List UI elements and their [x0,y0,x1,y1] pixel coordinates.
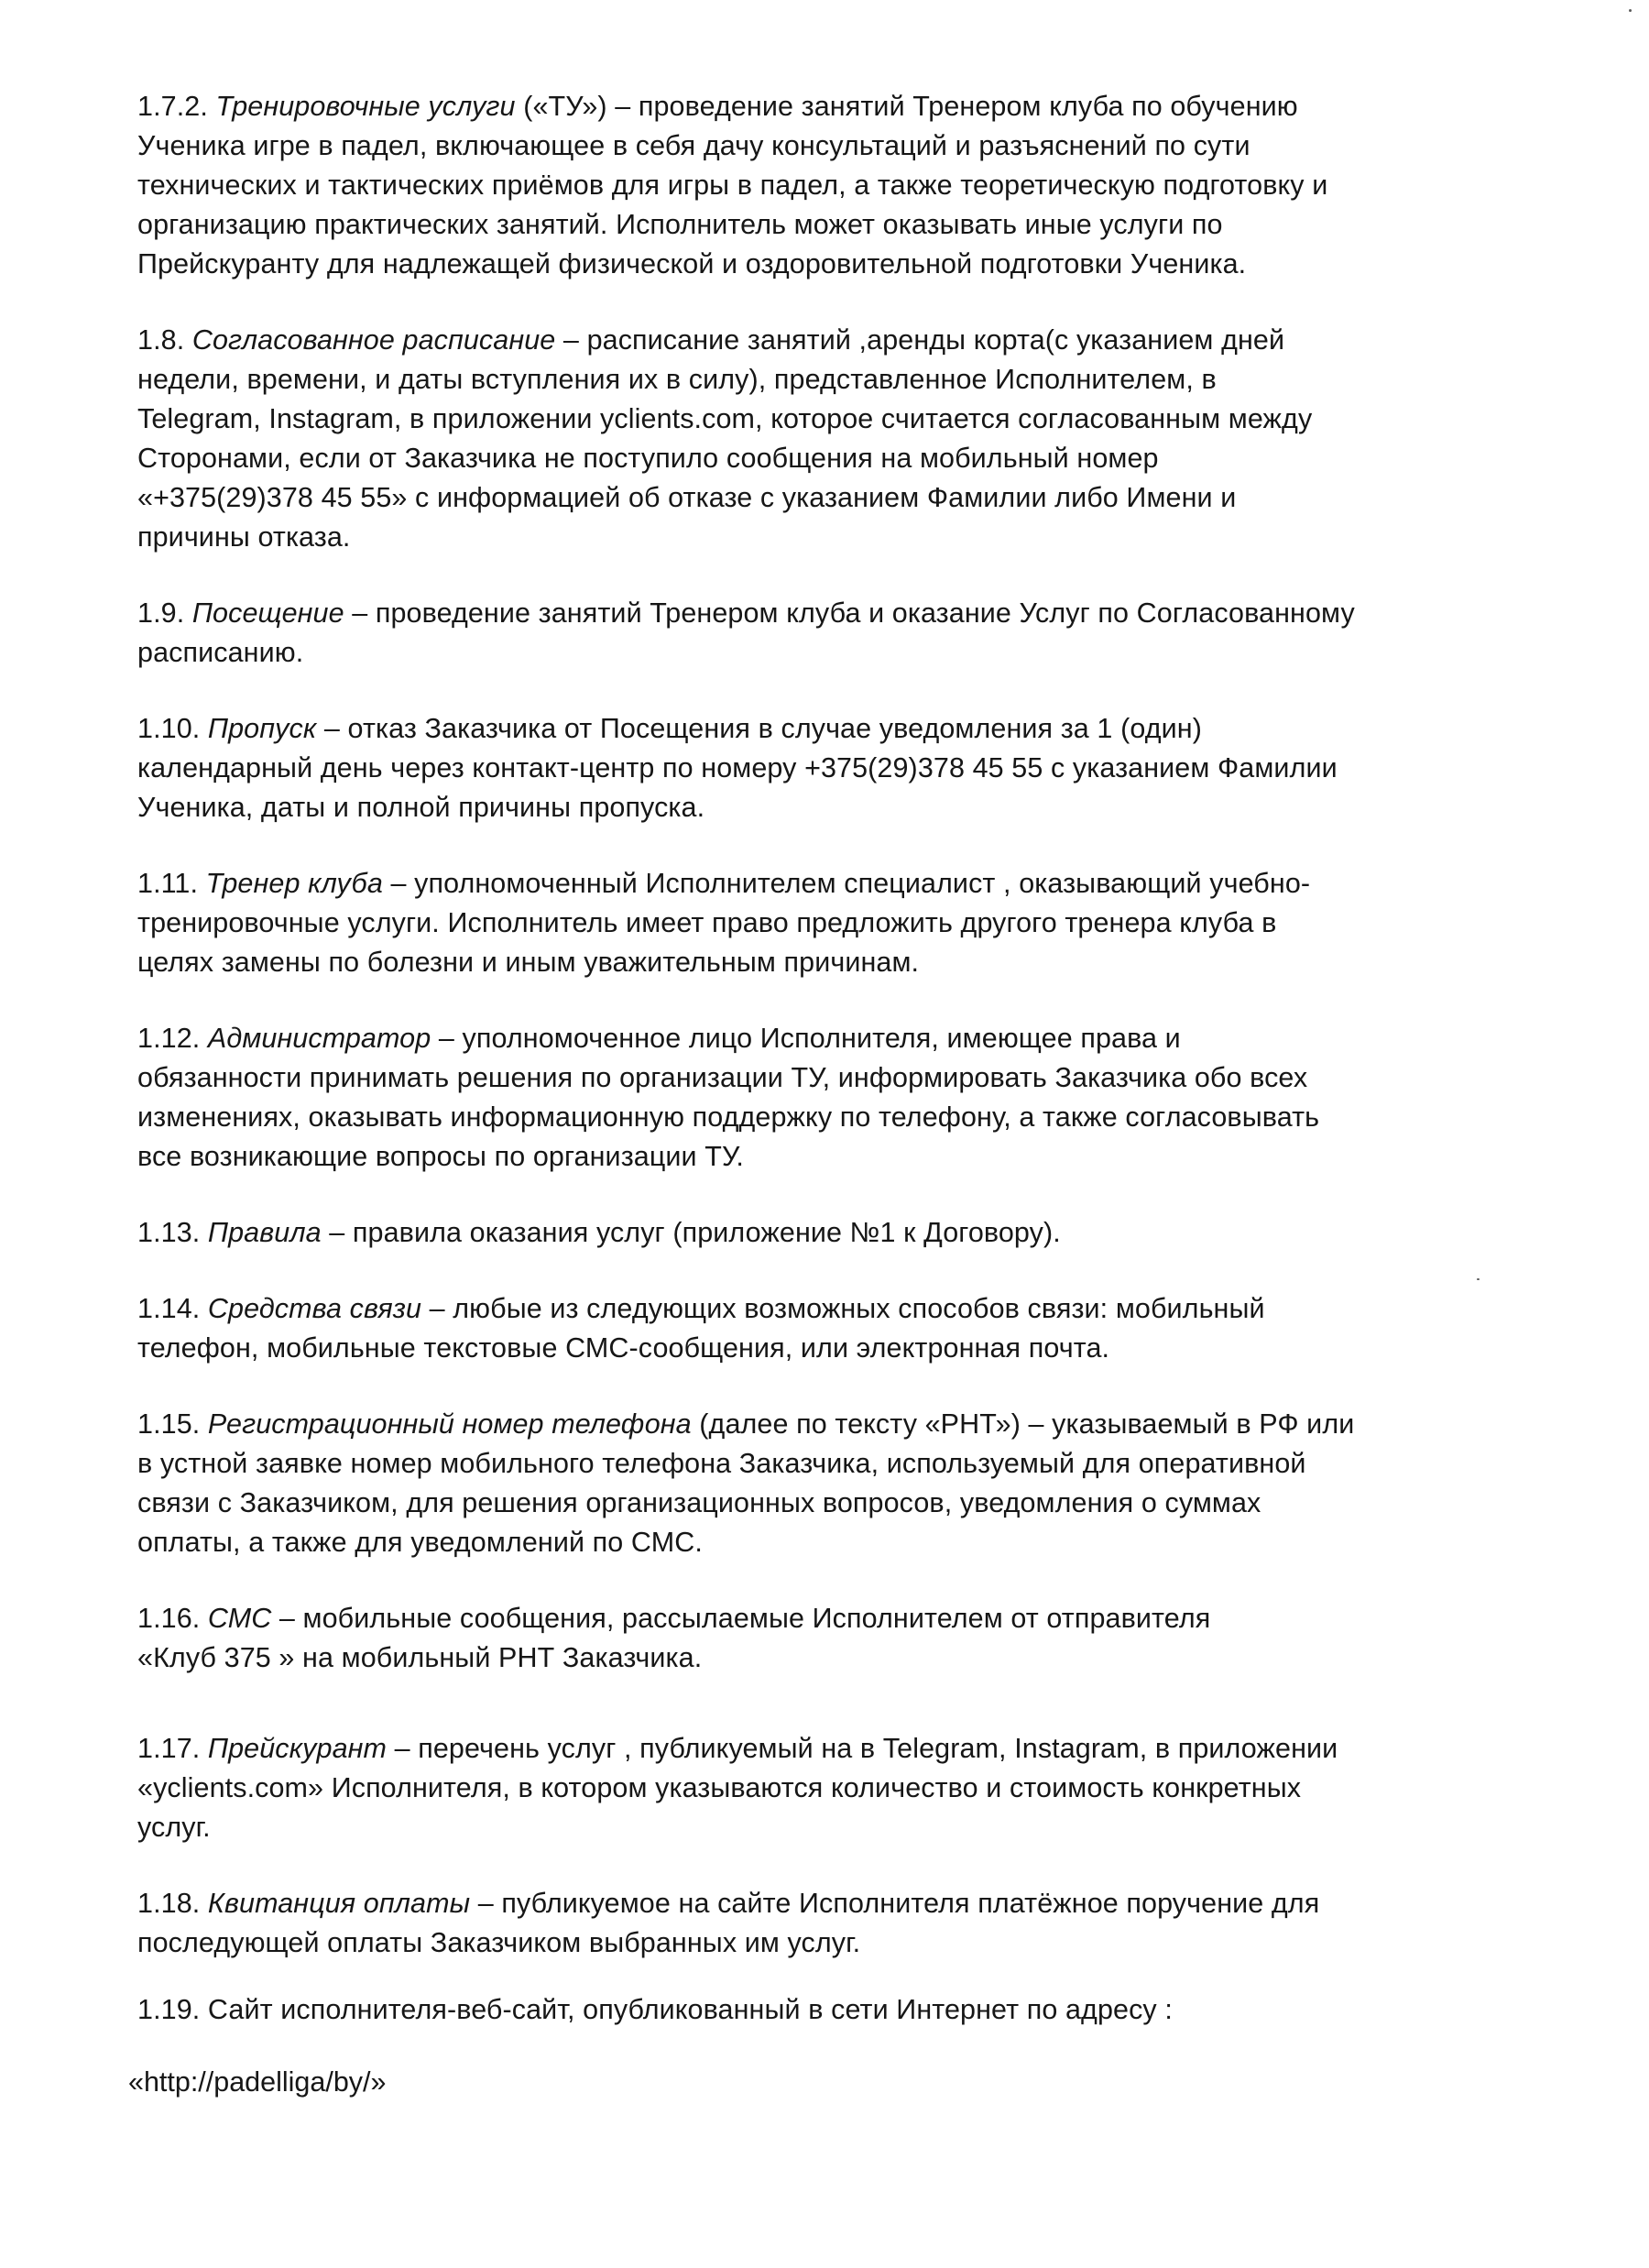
clause-term: Посещение [191,597,344,629]
clause-number: 1.10. [137,713,201,744]
clause-first-line [137,1599,1466,1638]
clause-line: Telegram, Instagram, в приложении yclients.com, которое считается согласованным между [137,403,1313,434]
clause-line: Сторонами, если от Заказчика не поступило сообщения на мобильный номер [137,443,1159,474]
clause-text: – расписание занятий ,аренды корта(с указанием дней [555,324,1285,356]
clause-line: «+375(29)378 45 55» с информацией об отказе с указанием Фамилии либо Имени и [137,482,1237,513]
clause-first-line [137,1729,1466,1769]
clause-number: 1.17. [137,1733,201,1764]
clause-1-16 [137,1599,1466,1678]
clause-first-line [137,709,1466,749]
clause-1-10 [137,709,1466,827]
clause-1-19 [137,1990,1466,2030]
clause-text: – уполномоченный Исполнителем специалист , оказывающий учебно- [382,868,1311,899]
clause-text: – проведение занятий Тренером клуба и оказание Услуг по Согласованному [344,597,1355,629]
clause-term: Квитанция оплаты [207,1888,471,1919]
clause-number: 1.14. [137,1293,201,1324]
clause-term: Прейскурант [207,1733,388,1764]
clause-1-8 [137,321,1466,557]
clause-1-9 [137,594,1466,673]
clause-line: целях замены по болезни и иным уважительным причинам. [137,947,920,978]
clause-text: – правила оказания услуг (приложение №1 к Договору). [321,1217,1061,1248]
clause-line: в устной заявке номер мобильного телефона Заказчика, используемый для оперативной [137,1448,1306,1479]
clause-term: Средства связи [207,1293,422,1324]
clause-first-line [137,1019,1466,1058]
clause-text: – перечень услуг , публикуемый на в Telegram, Instagram, в приложении [387,1733,1338,1764]
clause-1-17 [137,1729,1466,1847]
clause-1-13 [137,1213,1466,1253]
clause-term: Согласованное расписание [191,324,556,356]
clause-line: Ученика игре в падел, включающее в себя дачу консультаций и разъяснений по сути [137,130,1250,161]
clause-line: технических и тактических приёмов для игры в падел, а также теоретическую подготовку и [137,170,1328,201]
clause-1-18 [137,1884,1466,1963]
scan-speck [1477,1278,1480,1280]
clause-first-line [137,1213,1466,1253]
clause-1-12 [137,1019,1466,1177]
clause-term: СМС [207,1603,272,1634]
clause-line: обязанности принимать решения по организации ТУ, информировать Заказчика обо всех [137,1062,1308,1093]
clause-number: 1.11. [137,868,199,899]
clause-text: – уполномоченное лицо Исполнителя, имеющее права и [431,1023,1181,1054]
clause-term: Регистрационный номер телефона [207,1408,692,1440]
clause-first-line [137,1884,1466,1923]
clause-term: Тренировочные услуги [215,91,516,122]
clause-line: телефон, мобильные текстовые СМС-сообщения, или электронная почта. [137,1332,1110,1364]
clause-line: связи с Заказчиком, для решения организационных вопросов, уведомления о суммах [137,1487,1261,1518]
clause-text: – любые из следующих возможных способов связи: мобильный [421,1293,1265,1324]
clause-term: Пропуск [207,713,317,744]
document-page [128,87,1466,2102]
clause-number: 1.18. [137,1888,201,1919]
clause-line: «Клуб 375 » на мобильный РНТ Заказчика. [137,1642,703,1673]
clause-1-7-2 [137,87,1466,284]
clause-1-11 [137,864,1466,982]
clause-line: изменениях, оказывать информационную поддержку по телефону, а также согласовывать [137,1101,1320,1133]
clause-number: 1.7.2. [137,91,208,122]
clause-line: тренировочные услуги. Исполнитель имеет право предложить другого тренера клуба в [137,907,1277,938]
clause-line: причины отказа. [137,521,351,553]
clause-text: – мобильные сообщения, рассылаемые Исполнителем от отправителя [271,1603,1211,1634]
clause-term: Администратор [207,1023,431,1054]
clause-line: «yclients.com» Исполнителя, в котором указываются количество и стоимость конкретных [137,1772,1302,1803]
site-url: «http://padelliga/by/» [128,2066,387,2098]
clause-line: все возникающие вопросы по организации ТУ. [137,1141,744,1172]
clause-number: 1.15. [137,1408,201,1440]
clause-first-line [137,864,1466,904]
clause-text: (далее по тексту «РНТ») – указываемый в РФ или [691,1408,1355,1440]
clause-term: Тренер клуба [205,868,383,899]
clause-line: организацию практических занятий. Исполнитель может оказывать иные услуги по [137,209,1223,240]
clause-text: – публикуемое на сайте Исполнителя платёжное поручение для [470,1888,1320,1919]
clause-line: недели, времени, и даты вступления их в силу), представленное Исполнителем, в [137,364,1217,395]
scan-speck [1629,9,1632,12]
clause-1-15 [137,1405,1466,1562]
clause-line: расписанию. [137,637,304,668]
clause-text: – отказ Заказчика от Посещения в случае уведомления за 1 (один) [316,713,1202,744]
clause-line: Ученика, даты и полной причины пропуска. [137,792,705,823]
clause-number: 1.13. [137,1217,201,1248]
clause-first-line [137,594,1466,633]
clause-term: Правила [207,1217,322,1248]
clause-number: 1.9. [137,597,185,629]
clause-first-line [137,1405,1466,1444]
clause-line: последующей оплаты Заказчиком выбранных им услуг. [137,1927,861,1958]
clause-first-line [137,321,1466,360]
clause-line: услуг. [137,1812,211,1843]
clause-line: оплаты, а также для уведомлений по СМС. [137,1527,703,1558]
clause-line: календарный день через контакт-центр по номеру +375(29)378 45 55 с указанием Фамилии [137,752,1338,783]
clause-number: 1.19. [137,1994,201,2025]
clause-number: 1.16. [137,1603,201,1634]
clause-line: Прейскуранту для надлежащей физической и оздоровительной подготовки Ученика. [137,248,1247,279]
clause-first-line [137,1289,1466,1329]
clause-1-14 [137,1289,1466,1368]
clause-text: («ТУ») – проведение занятий Тренером клуба по обучению [515,91,1298,122]
clause-text: Сайт исполнителя-веб-сайт, опубликованный в сети Интернет по адресу : [200,1994,1173,2025]
clause-number: 1.12. [137,1023,201,1054]
clause-number: 1.8. [137,324,185,356]
clause-first-line [137,87,1466,126]
clause-first-line [137,1990,1466,2030]
